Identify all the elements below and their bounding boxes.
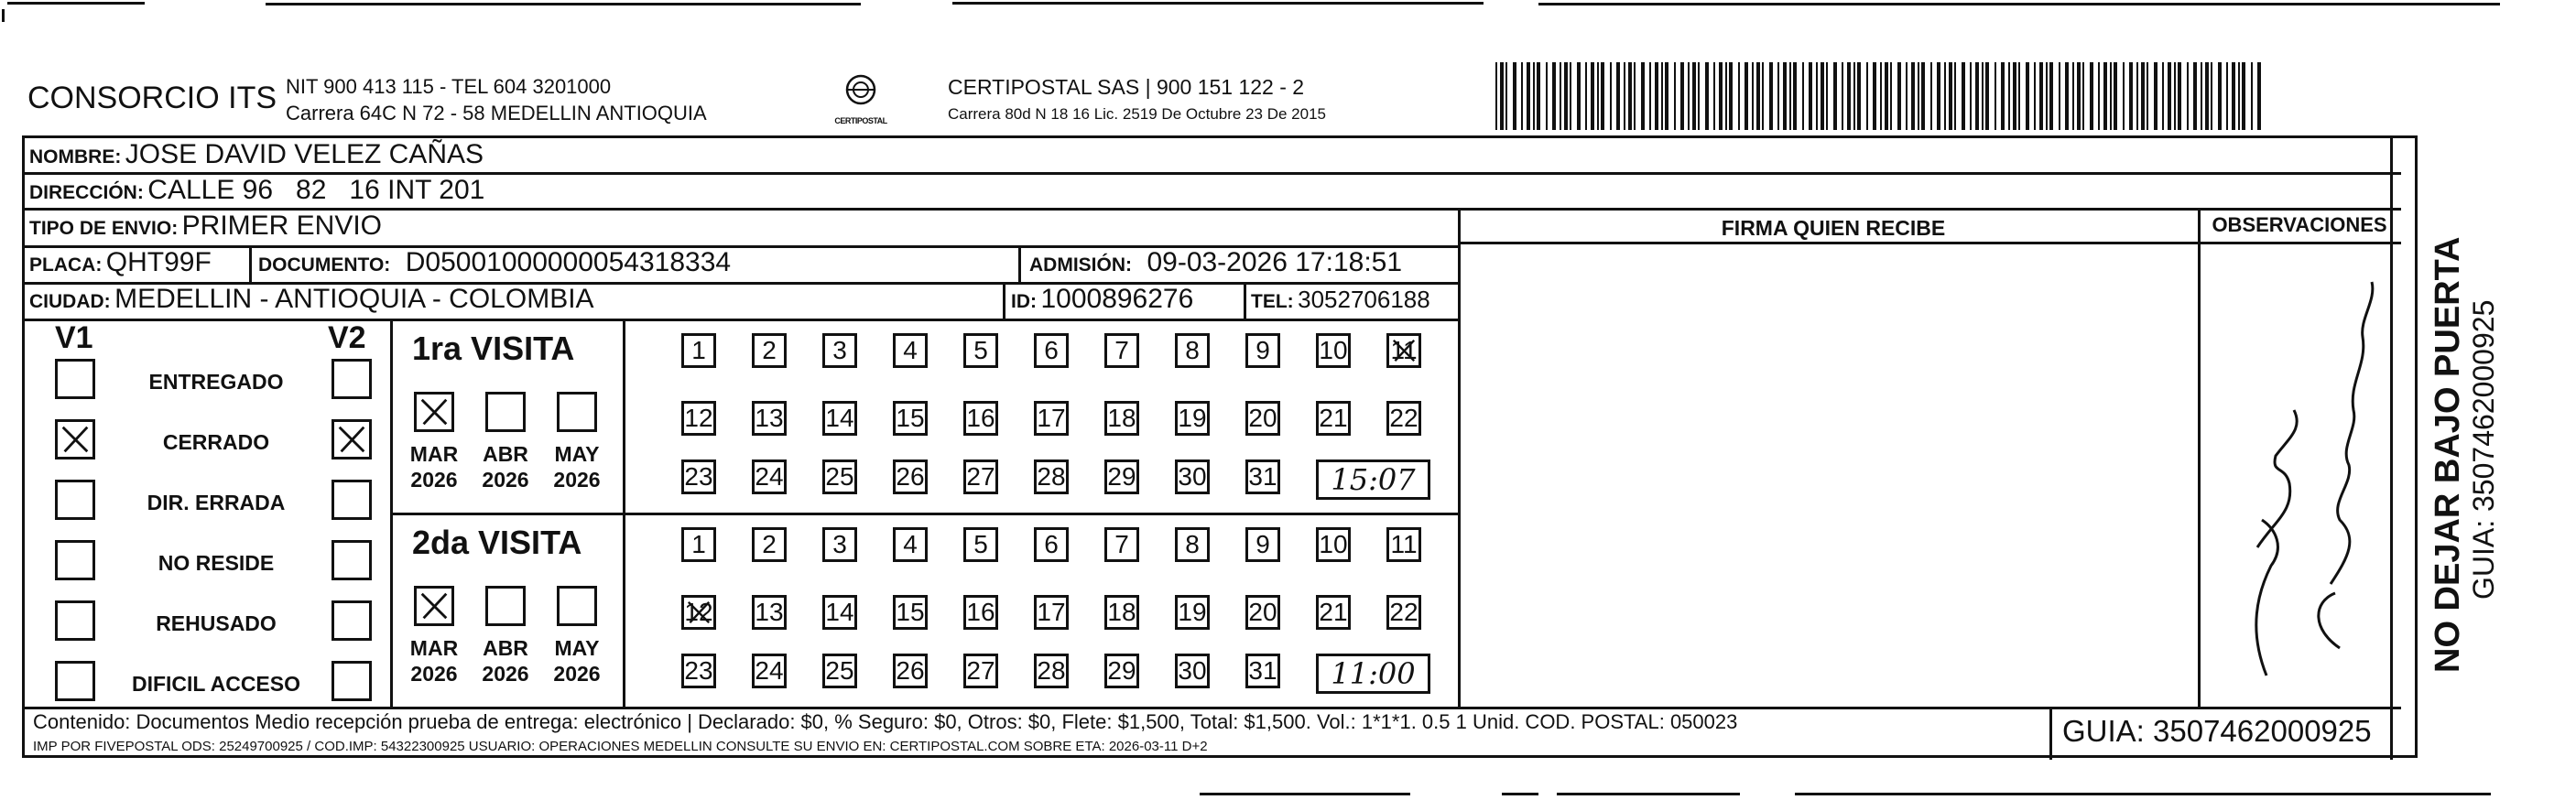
observations-header: OBSERVACIONES bbox=[2212, 213, 2387, 236]
address-value: CALLE 96 82 16 INT 201 bbox=[147, 175, 485, 205]
day-box[interactable]: 3 bbox=[822, 333, 857, 368]
month-checkbox[interactable] bbox=[557, 586, 597, 626]
day-box[interactable]: 23 bbox=[681, 654, 716, 688]
plate-label: PLACA: bbox=[29, 254, 103, 276]
company-address: Carrera 64C N 72 - 58 MEDELLIN ANTIOQUIA bbox=[286, 102, 707, 124]
status-v2-checkbox[interactable] bbox=[332, 540, 372, 580]
plate-field bbox=[29, 247, 212, 278]
day-box[interactable]: 31 bbox=[1245, 459, 1280, 494]
day-box[interactable]: 18 bbox=[1104, 401, 1139, 436]
day-box[interactable]: 7 bbox=[1104, 333, 1139, 368]
day-box[interactable]: 20 bbox=[1245, 401, 1280, 436]
day-box[interactable]: 24 bbox=[752, 654, 787, 688]
tel-value: 3052706188 bbox=[1298, 286, 1430, 313]
status-v2-checkbox[interactable] bbox=[332, 419, 372, 459]
day-check-mark bbox=[1389, 336, 1418, 365]
day-box[interactable]: 21 bbox=[1316, 401, 1351, 436]
city-label: CIUDAD: bbox=[29, 291, 111, 312]
day-box[interactable]: 4 bbox=[893, 333, 928, 368]
side-notice: NO DEJAR BAJO PUERTA bbox=[2429, 236, 2467, 673]
day-box[interactable]: 14 bbox=[822, 401, 857, 436]
id-label: ID: bbox=[1011, 291, 1037, 312]
day-box[interactable]: 5 bbox=[963, 527, 998, 562]
logo-text: CERTIPOSTAL bbox=[834, 116, 887, 125]
footer-guia: GUIA: 3507462000925 bbox=[2062, 714, 2372, 748]
day-box[interactable]: 23 bbox=[681, 459, 716, 494]
day-box[interactable]: 1 bbox=[681, 527, 716, 562]
status-v1-checkbox[interactable] bbox=[55, 359, 95, 399]
name-field bbox=[29, 139, 484, 170]
day-box[interactable]: 26 bbox=[893, 459, 928, 494]
day-box[interactable]: 30 bbox=[1175, 459, 1210, 494]
status-option-label: DIFICIL ACCESO bbox=[131, 672, 300, 696]
month-label: MAR 2026 bbox=[409, 442, 459, 492]
day-box[interactable]: 30 bbox=[1175, 654, 1210, 688]
day-box[interactable]: 16 bbox=[963, 595, 998, 630]
name-label: NOMBRE: bbox=[29, 146, 122, 168]
v1-label: V1 bbox=[55, 320, 93, 355]
document-label: DOCUMENTO: bbox=[258, 254, 391, 276]
day-box[interactable]: 12 bbox=[681, 401, 716, 436]
signature-header: FIRMA QUIEN RECIBE bbox=[1721, 216, 1946, 240]
day-box[interactable]: 11 bbox=[1386, 527, 1421, 562]
day-box[interactable]: 25 bbox=[822, 654, 857, 688]
day-box[interactable]: 2 bbox=[752, 527, 787, 562]
company-name: CONSORCIO ITS bbox=[27, 81, 277, 115]
month-checkbox[interactable] bbox=[414, 586, 454, 626]
bottom-edge bbox=[1200, 793, 1410, 795]
day-box[interactable]: 19 bbox=[1175, 401, 1210, 436]
day-box[interactable]: 1 bbox=[681, 333, 716, 368]
shipping-type-field bbox=[29, 211, 382, 242]
v2-label: V2 bbox=[328, 320, 366, 355]
day-check-mark bbox=[684, 598, 713, 627]
name-value: JOSE DAVID VELEZ CAÑAS bbox=[125, 139, 484, 169]
month-checkbox[interactable] bbox=[485, 392, 526, 432]
day-box[interactable]: 15 bbox=[893, 401, 928, 436]
day-box[interactable]: 25 bbox=[822, 459, 857, 494]
top-edge bbox=[0, 0, 2576, 9]
document-value: D05001000000054318334 bbox=[405, 247, 732, 277]
day-box[interactable]: 19 bbox=[1175, 595, 1210, 630]
footer-print-info: IMP POR FIVEPOSTAL ODS: 25249700925 / COD.IMP: 54322300925 USUARIO: OPERACIONES MEDELLIN CONSULTE SU ENVIO EN: CERTIPOSTAL.COM SOBRE ETA: 2026-03-11 D+2 bbox=[33, 739, 1208, 754]
day-box[interactable]: 22 bbox=[1386, 595, 1421, 630]
month-label: MAR 2026 bbox=[409, 636, 459, 686]
month-checkbox[interactable] bbox=[485, 586, 526, 626]
month-label: ABR 2026 bbox=[482, 442, 529, 492]
company-nit: NIT 900 413 115 - TEL 604 3201000 bbox=[286, 75, 612, 98]
day-box[interactable]: 20 bbox=[1245, 595, 1280, 630]
day-box[interactable]: 24 bbox=[752, 459, 787, 494]
admission-field bbox=[1029, 247, 1402, 278]
status-option-label: DIR. ERRADA bbox=[147, 491, 286, 514]
status-option-label: NO RESIDE bbox=[158, 551, 275, 575]
id-value: 1000896276 bbox=[1040, 284, 1194, 314]
day-box[interactable]: 7 bbox=[1104, 527, 1139, 562]
day-box[interactable]: 9 bbox=[1245, 527, 1280, 562]
day-box[interactable]: 21 bbox=[1316, 595, 1351, 630]
day-box[interactable]: 9 bbox=[1245, 333, 1280, 368]
day-box[interactable]: 8 bbox=[1175, 333, 1210, 368]
document-field bbox=[258, 247, 731, 278]
day-box[interactable]: 11 bbox=[1386, 333, 1421, 368]
visit-time-box[interactable]: 15:07 bbox=[1316, 459, 1430, 500]
visit-title: 2da VISITA bbox=[412, 524, 582, 561]
day-box[interactable]: 16 bbox=[963, 401, 998, 436]
day-box[interactable]: 29 bbox=[1104, 459, 1139, 494]
city-value: MEDELLIN - ANTIOQUIA - COLOMBIA bbox=[114, 284, 594, 314]
day-box[interactable]: 18 bbox=[1104, 595, 1139, 630]
id-field bbox=[1011, 284, 1193, 315]
day-box[interactable]: 14 bbox=[822, 595, 857, 630]
day-box[interactable]: 6 bbox=[1034, 527, 1069, 562]
certipostal-logo bbox=[824, 71, 897, 126]
address-field bbox=[29, 175, 484, 206]
day-box[interactable]: 31 bbox=[1245, 654, 1280, 688]
day-box[interactable]: 27 bbox=[963, 459, 998, 494]
day-box[interactable]: 10 bbox=[1316, 527, 1351, 562]
day-box[interactable]: 29 bbox=[1104, 654, 1139, 688]
visit-title: 1ra VISITA bbox=[412, 330, 575, 367]
plate-value: QHT99F bbox=[105, 247, 212, 277]
day-box[interactable]: 12 bbox=[681, 595, 716, 630]
month-checkbox[interactable] bbox=[414, 392, 454, 432]
status-v2-checkbox[interactable] bbox=[332, 480, 372, 520]
carrier-name: CERTIPOSTAL SAS | 900 151 122 - 2 bbox=[948, 75, 1305, 99]
day-box[interactable]: 8 bbox=[1175, 527, 1210, 562]
day-box[interactable]: 5 bbox=[963, 333, 998, 368]
month-label: ABR 2026 bbox=[482, 636, 529, 686]
address-label: DIRECCIÓN: bbox=[29, 182, 144, 203]
status-v1-checkbox[interactable] bbox=[55, 480, 95, 520]
month-label: MAY 2026 bbox=[553, 442, 601, 492]
status-option-label: REHUSADO bbox=[156, 611, 277, 635]
day-box[interactable]: 3 bbox=[822, 527, 857, 562]
status-v1-checkbox[interactable] bbox=[55, 540, 95, 580]
month-checkbox[interactable] bbox=[557, 392, 597, 432]
day-box[interactable]: 27 bbox=[963, 654, 998, 688]
status-v1-checkbox[interactable] bbox=[55, 600, 95, 641]
shipping-type-value: PRIMER ENVIO bbox=[181, 211, 383, 241]
status-option-label: CERRADO bbox=[162, 430, 270, 454]
day-box[interactable]: 4 bbox=[893, 527, 928, 562]
shipping-type-label: TIPO DE ENVIO: bbox=[29, 218, 179, 239]
day-box[interactable]: 17 bbox=[1034, 595, 1069, 630]
day-box[interactable]: 17 bbox=[1034, 401, 1069, 436]
footer-contents: Contenido: Documentos Medio recepción prueba de entrega: electrónico | Declarado: $0, % Seguro: $0, Otros: $0, Flete: $1,500, Total: $1,500. Vol.: 1*1*1. 0.5 1 Unid. COD. POSTAL: 050023 bbox=[33, 710, 1738, 733]
status-v1-checkbox[interactable] bbox=[55, 661, 95, 701]
day-box[interactable]: 2 bbox=[752, 333, 787, 368]
month-label: MAY 2026 bbox=[553, 636, 601, 686]
status-option-label: ENTREGADO bbox=[148, 370, 284, 394]
status-v2-checkbox[interactable] bbox=[332, 359, 372, 399]
carrier-address: Carrera 80d N 18 16 Lic. 2519 De Octubre 23 De 2015 bbox=[948, 105, 1326, 123]
tel-field bbox=[1251, 286, 1430, 314]
admission-label: ADMISIÓN: bbox=[1029, 254, 1132, 276]
tel-label: TEL: bbox=[1251, 291, 1294, 312]
status-v2-checkbox[interactable] bbox=[332, 661, 372, 701]
observations-handwriting bbox=[2202, 245, 2395, 703]
side-guia: GUIA: 3507462000925 bbox=[2467, 299, 2500, 600]
day-box[interactable]: 28 bbox=[1034, 654, 1069, 688]
day-box[interactable]: 22 bbox=[1386, 401, 1421, 436]
day-box[interactable]: 28 bbox=[1034, 459, 1069, 494]
day-box[interactable]: 15 bbox=[893, 595, 928, 630]
day-box[interactable]: 10 bbox=[1316, 333, 1351, 368]
day-box[interactable]: 26 bbox=[893, 654, 928, 688]
status-v1-checkbox[interactable] bbox=[55, 419, 95, 459]
day-box[interactable]: 6 bbox=[1034, 333, 1069, 368]
admission-value: 09-03-2026 17:18:51 bbox=[1147, 247, 1403, 277]
day-box[interactable]: 13 bbox=[752, 595, 787, 630]
barcode bbox=[1495, 62, 2269, 130]
status-v2-checkbox[interactable] bbox=[332, 600, 372, 641]
visit-time-box[interactable]: 11:00 bbox=[1316, 654, 1430, 694]
day-box[interactable]: 13 bbox=[752, 401, 787, 436]
city-field bbox=[29, 284, 594, 315]
